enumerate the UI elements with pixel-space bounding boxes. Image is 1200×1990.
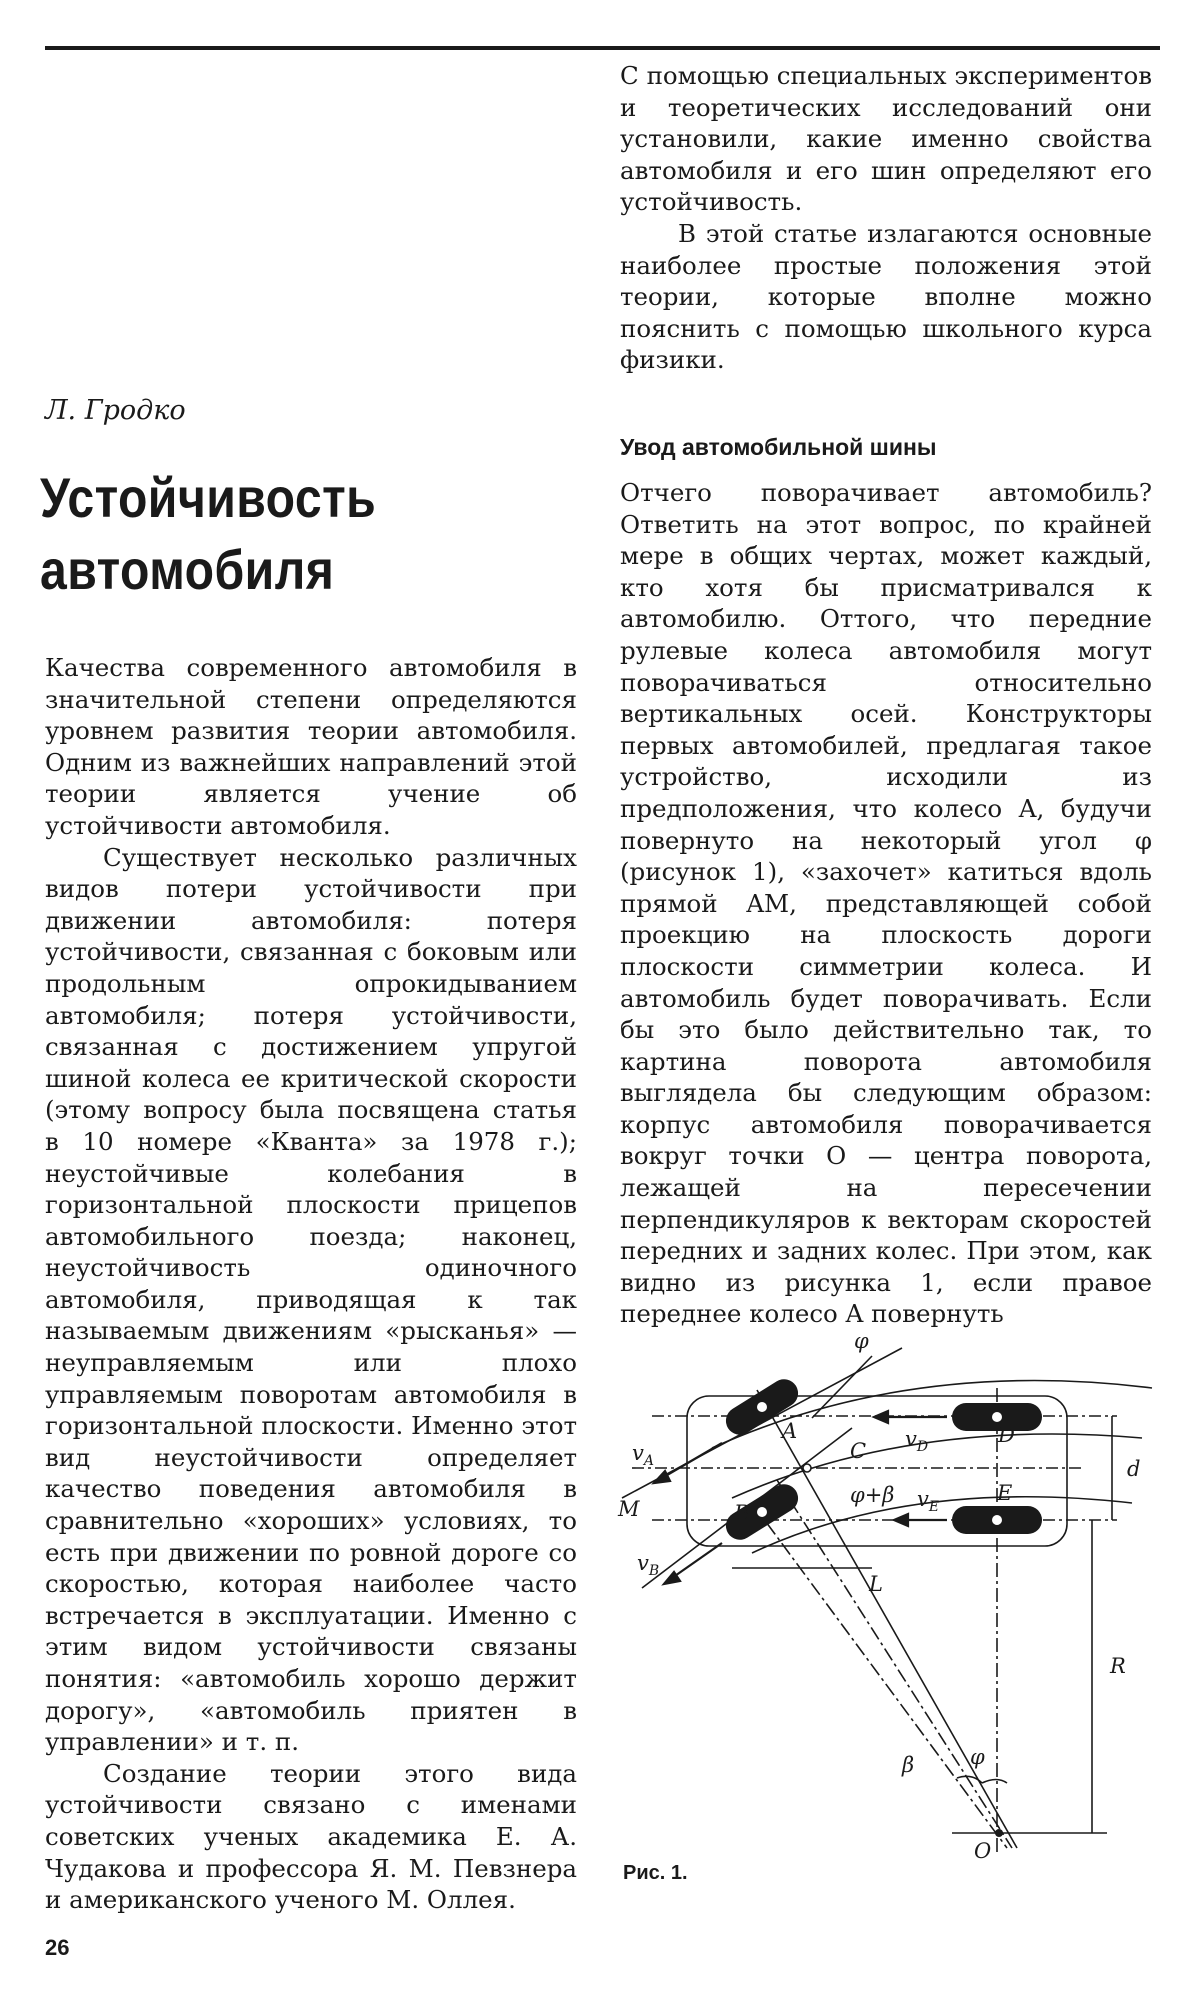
label-C: C <box>850 1439 867 1463</box>
paragraph: Качества современного автомобиля в значительной степени определяются уровнем развития теории автомобиля. Одним из важнейших направлений этой теории является учение об устойчивости автомобиля. <box>45 653 577 840</box>
left-column <box>45 652 577 1916</box>
author-name: Л. Гродко <box>45 395 186 426</box>
trajectory-arc-3 <box>752 1497 1132 1553</box>
label-vE: $v_E$ <box>917 1487 940 1515</box>
paragraph: Существует несколько различных видов потери устойчивости при движении автомобиля: потеря устойчивости, связанная с боковым или продольным опрокидыванием автомобиля; потеря устойчивости, связанная с достижением упругой шиной колеса ее критической скорости (этому вопросу была посвящена статья в 10 номере «Кванта» за 1978 г.); неустойчивые колебания в горизонтальной плоскости прицепов автомобильного поезда; наконец, неустойчивость одиночного автомобиля, приводящая к так называемым движениям «рысканья» — неуправляемым или плохо управляемым поворотам автомобиля в горизонтальной плоскости. Именно этот вид неустойчивости определяет качество поведения автомобиля в сравнительно «хороших» условиях, то есть при движении по ровной дороге со скоростью, которая наиболее часто встречается в эксплуатации. Именно с этим видом устойчивости связаны понятия: «автомобиль хорошо держит дорогу», «автомобиль приятен в управлении» и т. п. <box>45 842 577 1757</box>
label-L: L <box>869 1572 883 1596</box>
top-rule <box>45 46 1160 50</box>
label-vA: $v_A$ <box>632 1441 654 1469</box>
section-heading: Увод автомобильной шины <box>620 434 937 460</box>
title-line-2: автомобиля <box>40 538 335 601</box>
article-title <box>40 462 376 606</box>
figure-caption: Рис. 1. <box>623 1862 688 1884</box>
wheel-D-hub <box>992 1412 1002 1422</box>
label-d: d <box>1127 1457 1141 1481</box>
title-line-1: Устойчивость <box>40 466 377 529</box>
wheel-A-hub <box>757 1402 767 1412</box>
velocity-arrow-B <box>672 1543 722 1578</box>
page-number: 26 <box>45 1935 70 1960</box>
label-phi-bottom: φ <box>970 1745 985 1769</box>
label-M: M <box>618 1497 640 1521</box>
velocity-arrowhead-D <box>874 1411 888 1423</box>
label-O: O <box>974 1839 992 1863</box>
label-R: R <box>1110 1654 1126 1678</box>
radius-line-C <box>777 1480 1012 1848</box>
velocity-arrowhead-E <box>894 1514 908 1526</box>
label-vB: $v_B$ <box>637 1551 660 1579</box>
wheel-B-hub <box>757 1507 767 1517</box>
point-C <box>803 1464 811 1472</box>
label-phi-plus-beta: φ+β <box>850 1483 895 1507</box>
point-O <box>995 1829 1003 1837</box>
label-beta: β <box>902 1753 915 1777</box>
figure-car-turn-diagram <box>612 1328 1160 1863</box>
paragraph: Отчего поворачивает автомобиль? Ответить на этот вопрос, по крайней мере в общих чертах, может каждый, кто хотя бы присматривался к автомобилю. Оттого, что передние рулевые колеса автомобиля могут поворачиваться относительно вертикальных осей. Конструкторы первых автомобилей, предлагая такое устройство, исходили из предположения, что колесо A, будучи повернуто на некоторый угол φ (рисунок 1), «захочет» катиться вдоль прямой AM, представляющей собой проекцию на плоскость дороги плоскости симметрии колеса. И автомобиль будет поворачивать. Если бы это было действительно так, то картина поворота автомобиля выглядела бы следующим образом: корпус автомобиля поворачивается вокруг точки O — центра поворота, лежащей на пересечении перпендикуляров к векторам скоростей передних и задних колес. При этом, как видно из рисунка 1, если правое переднее колесо A повернуть <box>620 478 1152 1329</box>
angle-arc-phi <box>982 1780 1007 1784</box>
tangent-line <box>812 1356 872 1418</box>
velocity-arrow-A <box>662 1443 722 1478</box>
paragraph: В этой статье излагаются основные наиболее простые положения этой теории, которые вполне можно пояснить с помощью школьного курса физики. <box>620 218 1152 375</box>
label-A: A <box>782 1419 798 1443</box>
label-D: D <box>998 1423 1015 1447</box>
radius-line-B <box>752 1503 1007 1848</box>
label-B: B <box>734 1501 750 1525</box>
label-phi-top: φ <box>854 1329 869 1353</box>
label-vD: $v_D$ <box>905 1427 929 1455</box>
label-E: E <box>997 1481 1013 1505</box>
wheel-E-hub <box>992 1515 1002 1525</box>
paragraph: Создание теории этого вида устойчивости связано с именами советских ученых академика Е. А. Чудакова и профессора Я. М. Певзнера и американского ученого М. Оллея. <box>45 1758 577 1915</box>
paragraph: С помощью специальных экспериментов и теоретических исследований они установили, какие именно свойства автомобиля и его шин определяют его устойчивость. <box>620 61 1152 217</box>
right-column-section <box>620 477 1152 1330</box>
right-column-top <box>620 60 1152 376</box>
